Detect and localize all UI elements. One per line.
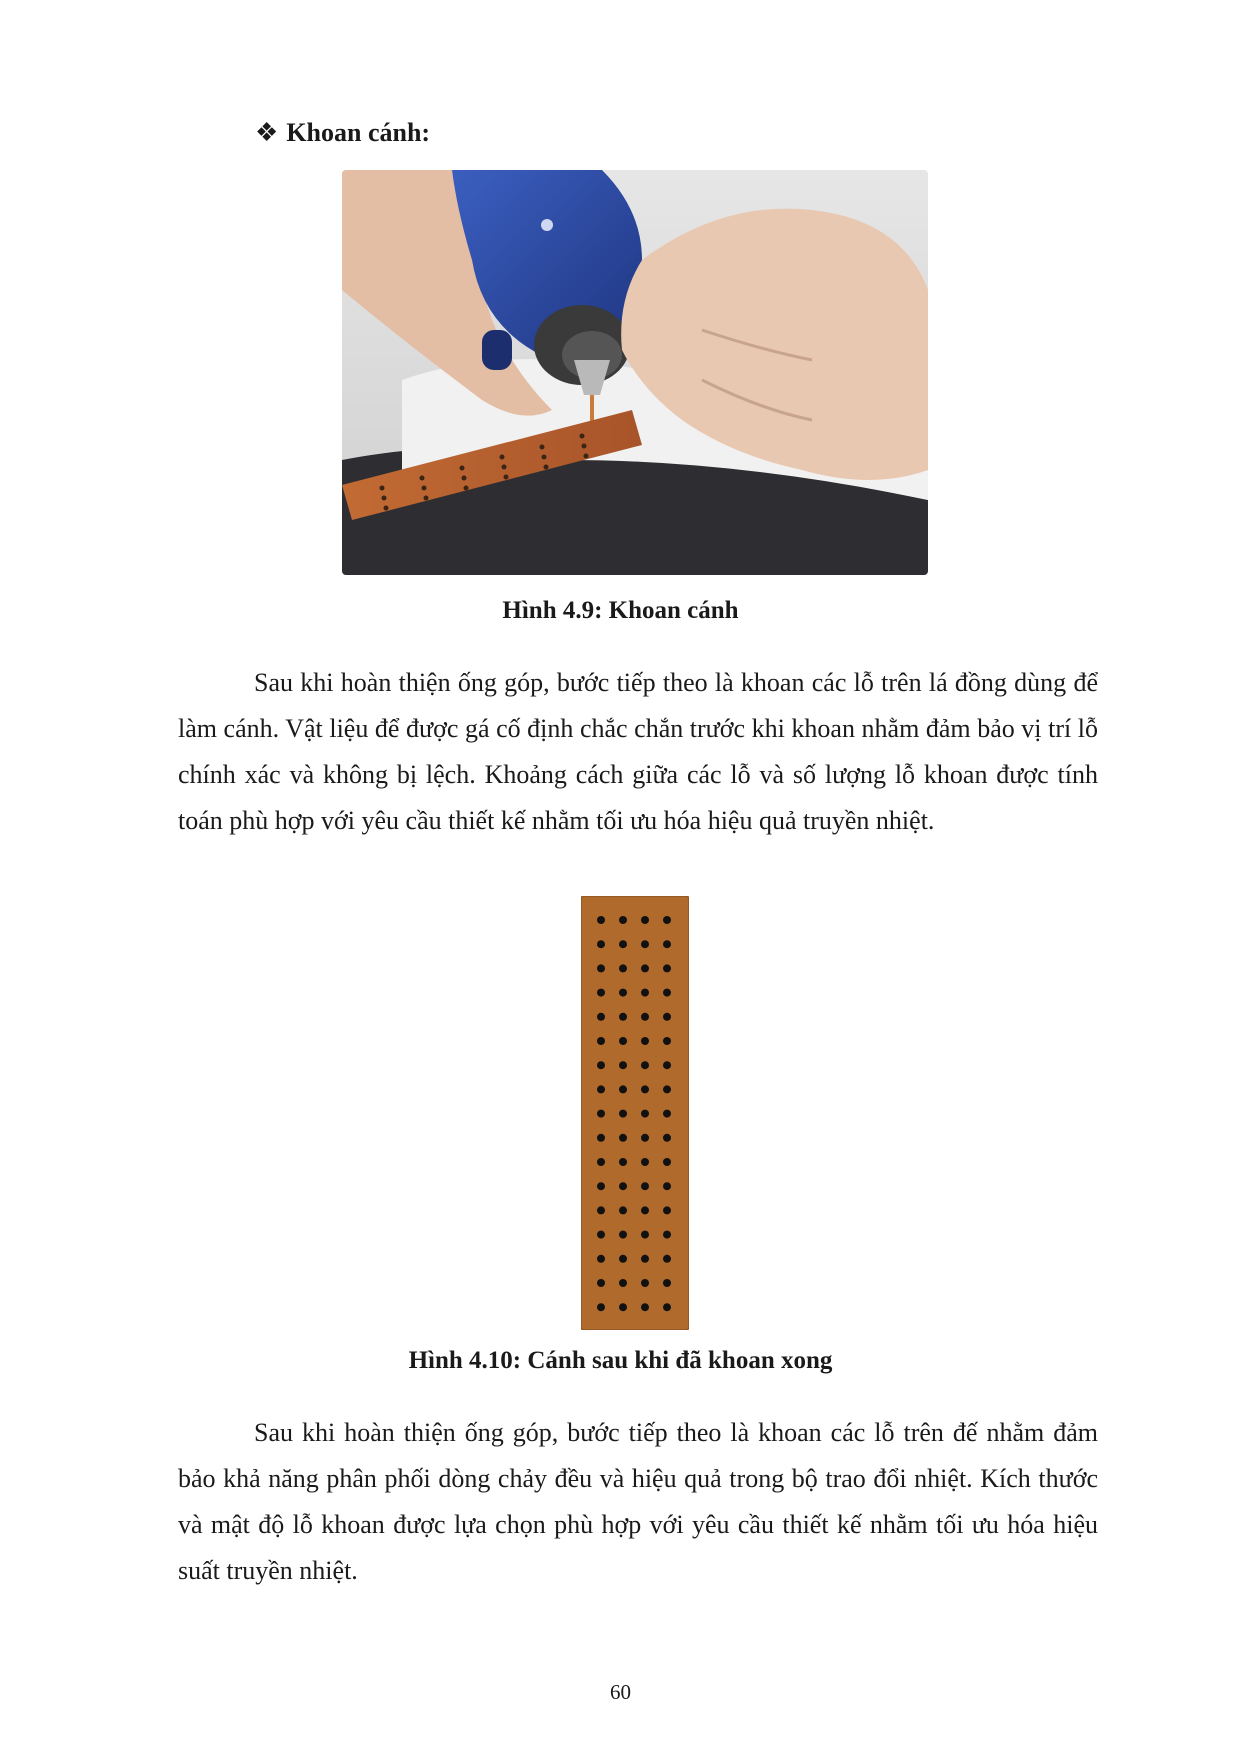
fin-hole [641,1061,649,1069]
fin-hole [641,916,649,924]
fin-hole [641,1279,649,1287]
figure-drilled-fin [581,896,689,1330]
fin-hole [597,1013,605,1021]
fin-hole [619,1206,627,1214]
fin-hole [619,1158,627,1166]
fin-hole [663,1085,671,1093]
fin-hole [663,964,671,972]
fin-hole [663,1134,671,1142]
page-number: 60 [610,1680,631,1704]
fin-hole [597,1206,605,1214]
fin-hole [597,1255,605,1263]
figure-2-caption: Hình 4.10: Cánh sau khi đã khoan xong [408,1347,833,1374]
fin-hole [641,1206,649,1214]
section-heading [255,118,430,148]
fin-hole [597,1085,605,1093]
fin-hole [597,989,605,997]
fin-hole [619,1013,627,1021]
fin-hole [641,1158,649,1166]
fin-hole [663,940,671,948]
fin-hole [597,1110,605,1118]
fin-hole [619,1037,627,1045]
fin-hole [619,1303,627,1311]
section-title: Khoan cánh: [286,118,431,147]
fin-hole [597,1279,605,1287]
figure-1-caption: Hình 4.9: Khoan cánh [502,597,739,624]
fin-hole [619,1255,627,1263]
fin-hole [619,1061,627,1069]
fin-hole [597,1158,605,1166]
diamond-bullet-icon: ❖ [255,118,279,147]
drilling-photo-illustration [342,170,928,575]
fin-hole [663,1061,671,1069]
fin-hole [663,1303,671,1311]
fin-hole [597,916,605,924]
fin-hole [619,1231,627,1239]
fin-hole [641,989,649,997]
fin-hole [597,1182,605,1190]
fin-hole [641,1303,649,1311]
fin-hole [619,1182,627,1190]
paragraph-2: Sau khi hoàn thiện ống góp, bước tiếp theo là khoan các lỗ trên đế nhằm đảm bảo khả năng phân phối dòng chảy đều và hiệu quả trong bộ trao đổi nhiệt. Kích thước và mật độ lỗ khoan được lựa chọn phù hợp với yêu cầu thiết kế nhằm tối ưu hóa hiệu suất truyền nhiệt. [178,1418,1098,1585]
fin-hole [663,916,671,924]
fin-hole [641,1134,649,1142]
fin-hole [597,1134,605,1142]
fin-hole [663,1110,671,1118]
figure-drilling-photo [342,170,928,575]
fin-hole [663,1206,671,1214]
fin-hole [641,964,649,972]
fin-hole [641,1110,649,1118]
fin-hole [597,1061,605,1069]
fin-hole [619,989,627,997]
fin-hole [619,940,627,948]
fin-hole [663,1013,671,1021]
fin-hole [641,1231,649,1239]
fin-hole [597,964,605,972]
fin-hole [663,1182,671,1190]
fin-hole [619,964,627,972]
paragraph-1: Sau khi hoàn thiện ống góp, bước tiếp theo là khoan các lỗ trên lá đồng dùng để làm cánh. Vật liệu để được gá cố định chắc chắn trước khi khoan nhằm đảm bảo vị trí lỗ chính xác và không bị lệch. Khoảng cách giữa các lỗ và số lượng lỗ khoan được tính toán phù hợp với yêu cầu thiết kế nhằm tối ưu hóa hiệu quả truyền nhiệt. [178,668,1098,835]
fin-hole [663,989,671,997]
fin-hole [619,1279,627,1287]
fin-hole [641,1182,649,1190]
fin-hole [663,1279,671,1287]
fin-hole [663,1231,671,1239]
fin-hole [619,916,627,924]
fin-hole [641,1013,649,1021]
fin-hole [663,1037,671,1045]
fin-hole [597,1231,605,1239]
drilled-fin-illustration [581,896,689,1330]
fin-hole [663,1255,671,1263]
fin-hole [597,940,605,948]
fin-hole [641,940,649,948]
fin-hole [597,1303,605,1311]
fin-hole [597,1037,605,1045]
fin-hole [641,1085,649,1093]
fin-hole [641,1037,649,1045]
fin-hole [641,1255,649,1263]
fin-hole [663,1158,671,1166]
fin-hole [619,1110,627,1118]
fin-hole [619,1134,627,1142]
fin-hole [619,1085,627,1093]
